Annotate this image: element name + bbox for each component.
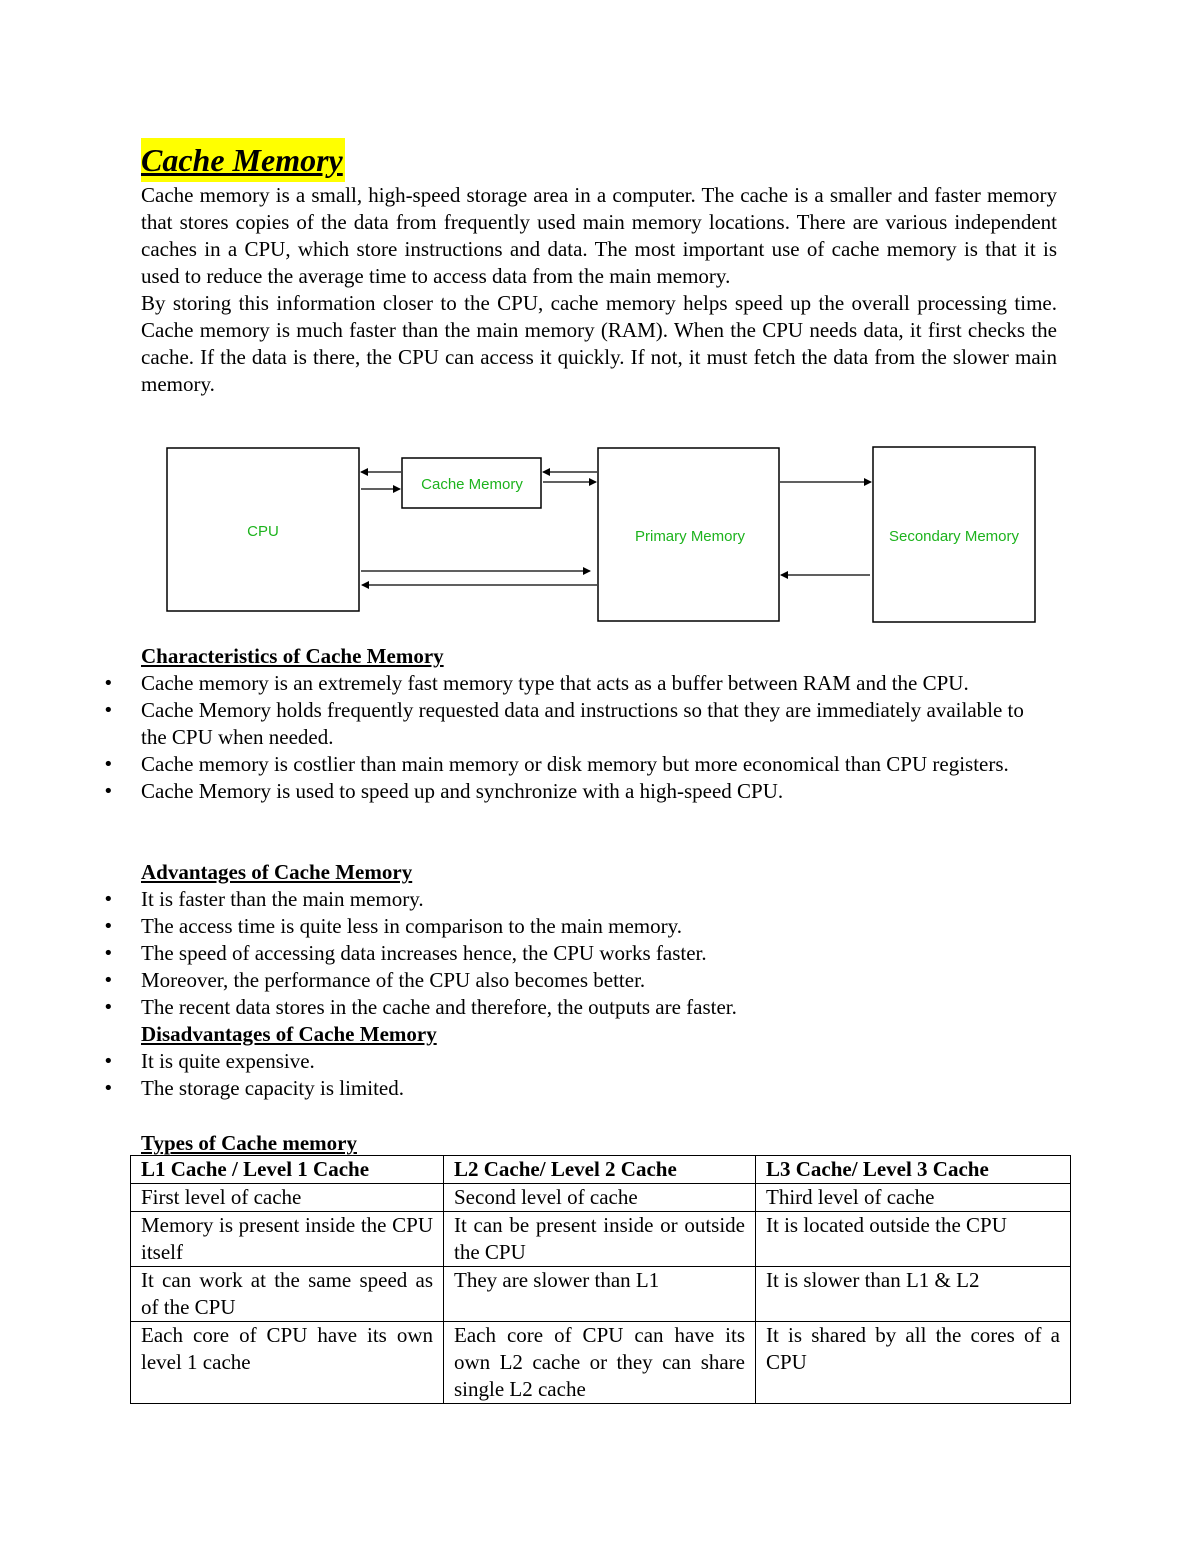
table-cell: It can work at the same speed as of the CPU (131, 1267, 444, 1322)
table-cell: Each core of CPU can have its own L2 cache or they can share single L2 cache (444, 1322, 756, 1404)
table-cell: It is slower than L1 & L2 (756, 1267, 1071, 1322)
list-item: • It is quite expensive. (141, 1048, 1041, 1075)
table-cell: It can be present inside or outside the CPU (444, 1212, 756, 1267)
list-item: • Cache Memory holds frequently requested data and instructions so that they are immediately available to the CPU when needed. (141, 697, 1041, 751)
list-item: • The access time is quite less in comparison to the main memory. (141, 913, 1041, 940)
advantages-heading: Advantages of Cache Memory (141, 860, 413, 884)
intro-paragraph-1: Cache memory is a small, high-speed storage area in a computer. The cache is a smaller and faster memory that stores copies of the data from frequently used main memory locations. There are various independent caches in a CPU, which store instructions and data. The most important use of cache memory is that it is used to reduce the average time to access data from the main memory. (141, 183, 1057, 288)
disadvantages-heading: Disadvantages of Cache Memory (141, 1022, 437, 1046)
table-row (131, 1212, 1071, 1267)
list-item: • Cache Memory is used to speed up and synchronize with a high-speed CPU. (141, 778, 1041, 805)
cache-types-table (130, 1155, 1071, 1404)
document-body (141, 138, 1057, 398)
intro-paragraph-2: By storing this information closer to the CPU, cache memory helps speed up the overall processing time. Cache memory is much faster than the main memory (RAM). When the CPU needs data, it first checks the cache. If the data is there, the CPU can access it quickly. If not, it must fetch the data from the slower main memory. (141, 291, 1057, 396)
table-cell: Third level of cache (756, 1184, 1071, 1212)
list-item: • Cache memory is costlier than main memory or disk memory but more economical than CPU registers. (141, 751, 1041, 778)
secondary-memory-label: Secondary Memory (888, 528, 1020, 545)
list-item: • The recent data stores in the cache and therefore, the outputs are faster. (141, 994, 1041, 1021)
cache-memory-label: Cache Memory (421, 476, 523, 493)
cache-memory-diagram (165, 445, 1040, 627)
disadvantages-list (141, 1048, 1041, 1102)
list-item: • It is faster than the main memory. (141, 886, 1041, 913)
list-item: • The speed of accessing data increases hence, the CPU works faster. (141, 940, 1041, 967)
table-row (131, 1184, 1071, 1212)
table-row (131, 1322, 1071, 1404)
table-cell: First level of cache (131, 1184, 444, 1212)
characteristics-list (141, 670, 1041, 805)
table-cell: They are slower than L1 (444, 1267, 756, 1322)
column-header: L1 Cache / Level 1 Cache (131, 1156, 444, 1184)
characteristics-heading: Characteristics of Cache Memory (141, 644, 444, 668)
table-cell: Second level of cache (444, 1184, 756, 1212)
page-title: Cache Memory (141, 138, 345, 182)
column-header: L3 Cache/ Level 3 Cache (756, 1156, 1071, 1184)
table-cell: Each core of CPU have its own level 1 cache (131, 1322, 444, 1404)
list-item: • Moreover, the performance of the CPU also becomes better. (141, 967, 1041, 994)
list-item: • The storage capacity is limited. (141, 1075, 1041, 1102)
advantages-list (141, 886, 1041, 1021)
table-cell: It is shared by all the cores of a CPU (756, 1322, 1071, 1404)
cpu-label: CPU (247, 523, 279, 540)
primary-memory-label: Primary Memory (634, 528, 746, 545)
types-heading: Types of Cache memory (141, 1131, 357, 1155)
table-cell: Memory is present inside the CPU itself (131, 1212, 444, 1267)
list-item: • Cache memory is an extremely fast memory type that acts as a buffer between RAM and the CPU. (141, 670, 1041, 697)
table-header-row (131, 1156, 1071, 1184)
table-cell: It is located outside the CPU (756, 1212, 1071, 1267)
column-header: L2 Cache/ Level 2 Cache (444, 1156, 756, 1184)
table-row (131, 1267, 1071, 1322)
